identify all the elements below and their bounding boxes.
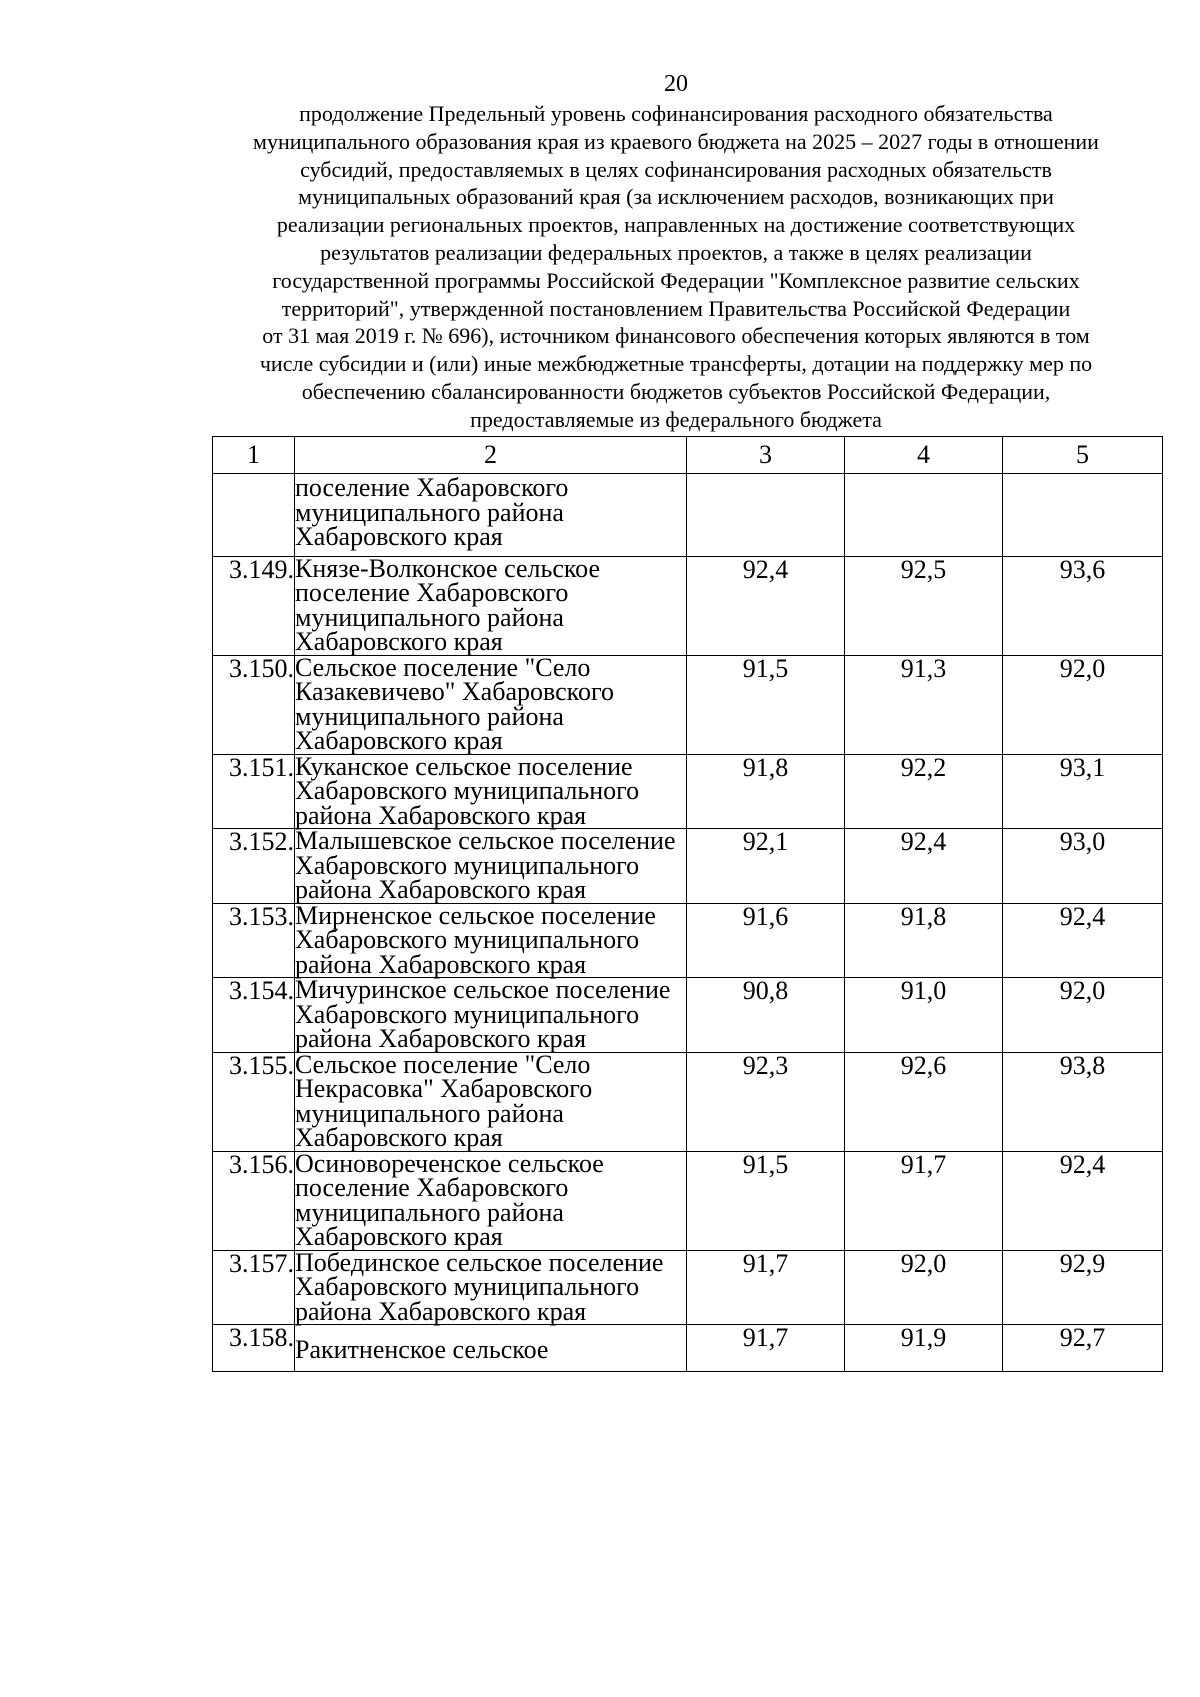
table-row	[213, 474, 1163, 557]
document-title	[200, 100, 1152, 434]
title-line: государственной программы Российской Федерации "Комплексное развитие сельских	[272, 267, 1080, 293]
value-2027: 92,7	[1003, 1325, 1163, 1372]
table-row	[213, 903, 1163, 978]
value-2027: 92,9	[1003, 1250, 1163, 1325]
title-line: территорий", утвержденной постановлением Правительства Российской Федерации	[281, 295, 1071, 321]
value-2025: 91,8	[687, 754, 845, 829]
municipality-name: Князе-Волконское сельское поселение Хабаровского муниципального района Хабаровского края	[295, 556, 687, 655]
column-header: 1	[213, 437, 295, 474]
table-row	[213, 829, 1163, 904]
row-number: 3.154.	[213, 978, 295, 1053]
title-line: числе субсидии и (или) иные межбюджетные трансферты, дотации на поддержку мер по	[259, 351, 1093, 377]
value-2025: 91,5	[687, 1151, 845, 1250]
value-2026: 91,7	[845, 1151, 1003, 1250]
value-2027: 93,8	[1003, 1052, 1163, 1151]
value-2027	[1003, 474, 1163, 557]
table-row	[213, 978, 1163, 1053]
value-2027: 92,4	[1003, 903, 1163, 978]
value-2026: 92,5	[845, 556, 1003, 655]
title-line: муниципальных образований края (за исключением расходов, возникающих при	[298, 184, 1054, 210]
page-number: 20	[664, 71, 688, 97]
value-2026: 91,8	[845, 903, 1003, 978]
value-2026: 91,9	[845, 1325, 1003, 1372]
municipality-name: поселение Хабаровского муниципального района Хабаровского края	[295, 474, 687, 557]
row-number: 3.155.	[213, 1052, 295, 1151]
municipality-name: Осиновореченское сельское поселение Хабаровского муниципального района Хабаровского края	[295, 1151, 687, 1250]
title-line: обеспечению сбалансированности бюджетов субъектов Российской Федерации,	[301, 378, 1051, 404]
value-2025: 91,5	[687, 655, 845, 754]
row-number: 3.156.	[213, 1151, 295, 1250]
value-2027: 93,1	[1003, 754, 1163, 829]
value-2026	[845, 474, 1003, 557]
row-number: 3.152.	[213, 829, 295, 904]
title-line: результатов реализации федеральных проектов, а также в целях реализации	[320, 239, 1032, 265]
column-header: 5	[1003, 437, 1163, 474]
row-number: 3.149.	[213, 556, 295, 655]
row-number: 3.151.	[213, 754, 295, 829]
municipality-name: Мирненское сельское поселение Хабаровского муниципального района Хабаровского края	[295, 903, 687, 978]
table-row	[213, 556, 1163, 655]
title-line: реализации региональных проектов, направленных на достижение соответствующих	[276, 212, 1076, 238]
cofinancing-table	[212, 436, 1163, 1372]
title-line: субсидий, предоставляемых в целях софинансирования расходных обязательств	[300, 156, 1052, 182]
value-2027: 92,4	[1003, 1151, 1163, 1250]
municipality-name: Малышевское сельское поселение Хабаровского муниципального района Хабаровского края	[295, 829, 687, 904]
municipality-name: Куканское сельское поселение Хабаровского муниципального района Хабаровского края	[295, 754, 687, 829]
column-header: 4	[845, 437, 1003, 474]
title-line: муниципального образования края из краевого бюджета на 2025 – 2027 годы в отношении	[253, 128, 1099, 154]
value-2026: 92,2	[845, 754, 1003, 829]
value-2027: 92,0	[1003, 655, 1163, 754]
table-row	[213, 1052, 1163, 1151]
municipality-name: Ракитненское сельское	[295, 1325, 687, 1372]
municipality-name: Сельское поселение "Село Казакевичево" Хабаровского муниципального района Хабаровского края	[295, 655, 687, 754]
value-2025: 92,4	[687, 556, 845, 655]
column-header: 2	[295, 437, 687, 474]
row-number	[213, 474, 295, 557]
value-2026: 92,4	[845, 829, 1003, 904]
value-2027: 92,0	[1003, 978, 1163, 1053]
title-line: продолжение Предельный уровень софинансирования расходного обязательства	[299, 101, 1053, 126]
municipality-name: Мичуринское сельское поселение Хабаровского муниципального района Хабаровского края	[295, 978, 687, 1053]
value-2025: 92,1	[687, 829, 845, 904]
column-header: 3	[687, 437, 845, 474]
value-2025: 91,6	[687, 903, 845, 978]
table-row	[213, 1325, 1163, 1372]
value-2025: 92,3	[687, 1052, 845, 1151]
value-2026: 92,0	[845, 1250, 1003, 1325]
table-row	[213, 1151, 1163, 1250]
value-2025: 91,7	[687, 1325, 845, 1372]
table-row	[213, 754, 1163, 829]
value-2026: 91,0	[845, 978, 1003, 1053]
row-number: 3.158.	[213, 1325, 295, 1372]
row-number: 3.153.	[213, 903, 295, 978]
table-row	[213, 655, 1163, 754]
value-2026: 92,6	[845, 1052, 1003, 1151]
value-2026: 91,3	[845, 655, 1003, 754]
table-header-row	[213, 437, 1163, 474]
row-number: 3.150.	[213, 655, 295, 754]
value-2027: 93,6	[1003, 556, 1163, 655]
value-2025: 90,8	[687, 978, 845, 1053]
value-2027: 93,0	[1003, 829, 1163, 904]
title-line: предоставляемые из федерального бюджета	[470, 406, 882, 432]
municipality-name: Сельское поселение "Село Некрасовка" Хабаровского муниципального района Хабаровского края	[295, 1052, 687, 1151]
municipality-name: Побединское сельское поселение Хабаровского муниципального района Хабаровского края	[295, 1250, 687, 1325]
value-2025	[687, 474, 845, 557]
row-number: 3.157.	[213, 1250, 295, 1325]
title-line: от 31 мая 2019 г. № 696), источником финансового обеспечения которых являются в том	[262, 323, 1090, 349]
value-2025: 91,7	[687, 1250, 845, 1325]
table-row	[213, 1250, 1163, 1325]
table-body	[213, 474, 1163, 1372]
